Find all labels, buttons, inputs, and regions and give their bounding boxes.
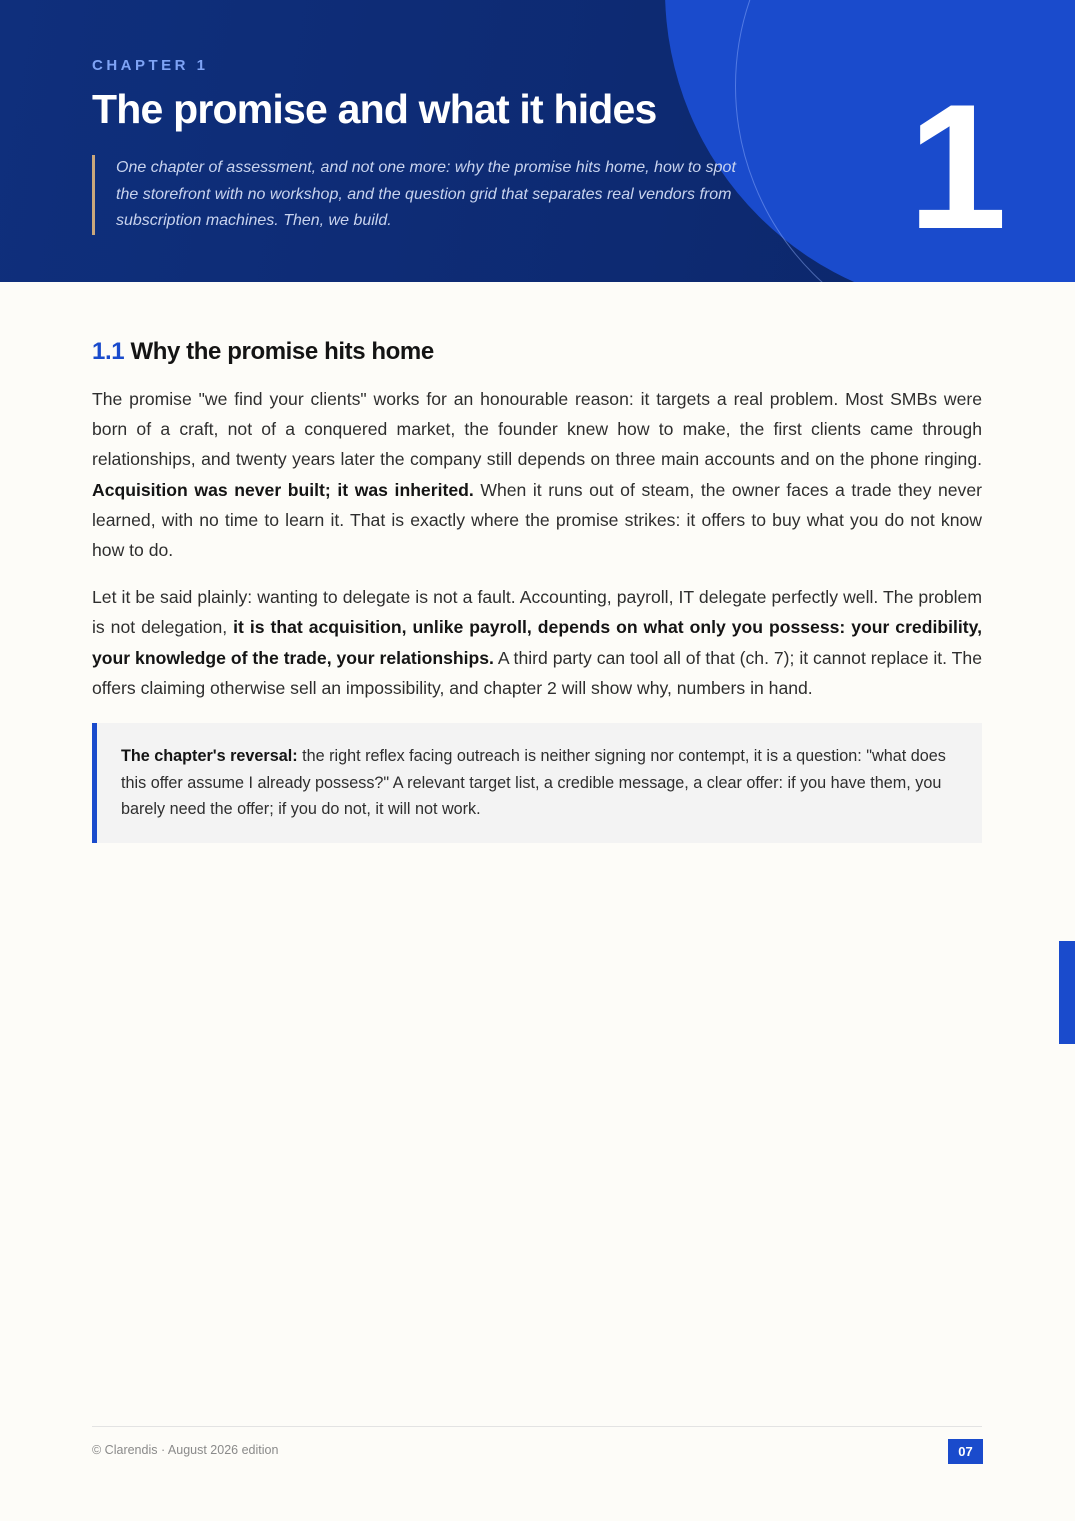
paragraph-emphasis: it is that acquisition, unlike payroll, depends on what only you possess: your credibility, your knowledge of the trade, your relationships. bbox=[92, 617, 982, 668]
paragraph-emphasis: Acquisition was never built; it was inherited. bbox=[92, 479, 474, 500]
decorative-ring bbox=[735, 0, 1075, 282]
page-number-badge: 07 bbox=[948, 1439, 983, 1464]
callout-text: the right reflex facing outreach is neither signing nor contempt, it is a question: "what does this offer assume I already possess?" A relevant target list, a credible message, a clear offer: if you have them, you barely need the offer; if you do not, it will not work. bbox=[121, 747, 946, 819]
callout-label: The chapter's reversal: bbox=[121, 747, 298, 766]
body-paragraph-2 bbox=[92, 582, 982, 703]
section-title: Why the promise hits home bbox=[130, 338, 434, 365]
section-heading bbox=[92, 338, 982, 366]
chapter-kicker: CHAPTER 1 bbox=[92, 57, 209, 74]
paragraph-text: Let it be said plainly: wanting to delegate is not a fault. Accounting, payroll, IT delegate perfectly well. The problem is not delegation, bbox=[92, 587, 982, 638]
callout-box bbox=[92, 723, 982, 843]
chapter-number: 1 bbox=[908, 67, 1007, 266]
paragraph-text: When it runs out of steam, the owner faces a trade they never learned, with no time to learn it. That is exactly where the promise strikes: it offers to buy what you do not know how to do. bbox=[92, 479, 982, 561]
body-paragraph-1 bbox=[92, 384, 982, 565]
chapter-title: The promise and what it hides bbox=[92, 86, 657, 132]
chapter-body bbox=[92, 338, 982, 843]
chapter-header bbox=[0, 0, 1075, 282]
paragraph-text: The promise "we find your clients" works for an honourable reason: it targets a real problem. Most SMBs were born of a craft, not of a conquered market, the founder knew how to make, the first clients came through relationships, and twenty years later the company still depends on three main accounts and on the phone ringing. bbox=[92, 389, 982, 470]
paragraph-text: A third party can tool all of that (ch. 7); it cannot replace it. The offers claiming otherwise sell an impossibility, and chapter 2 will show why, numbers in hand. bbox=[92, 647, 982, 698]
footer-copyright: © Clarendis · August 2026 edition bbox=[92, 1443, 279, 1457]
chapter-side-tab bbox=[1059, 941, 1075, 1044]
chapter-lede: One chapter of assessment, and not one more: why the promise hits home, how to spot the storefront with no workshop, and the question grid that separates real vendors from subscription machines. Then, we build. bbox=[92, 155, 756, 235]
section-number: 1.1 bbox=[92, 338, 125, 365]
footer-divider bbox=[92, 1426, 982, 1427]
